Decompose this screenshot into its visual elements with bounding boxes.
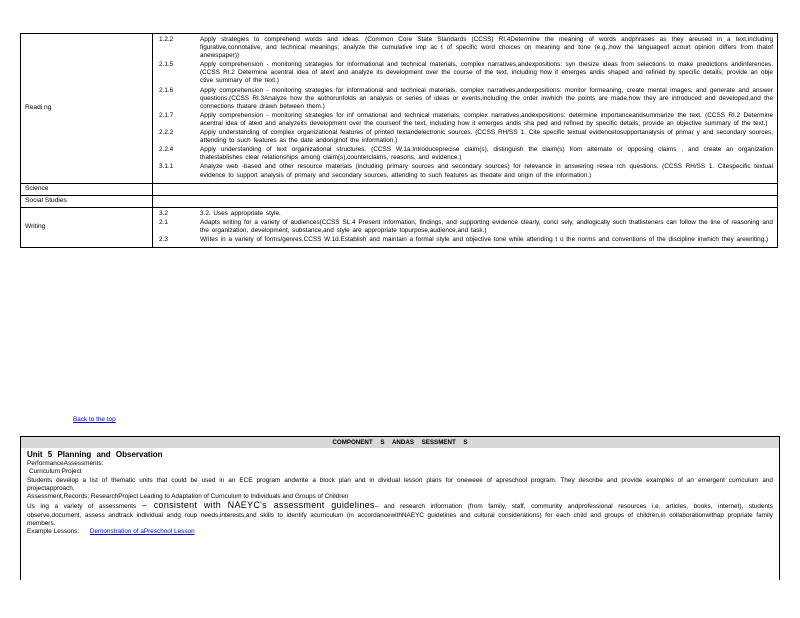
standard-code: 1.2.2 (159, 36, 174, 43)
social-studies-row (21, 195, 778, 207)
standard-code: 2.1.6 (159, 86, 174, 94)
social-studies-cell (153, 195, 778, 207)
standard-text: Adapts writing for a variety of audiences(CCSS SL.4 Present information, findings, and supporting evidence clearly, conci sely, andlogically such thatlisteners can follow the line of reasoning and the organization, development, substance,and style are appropriate topurpose,audience,and task.) (200, 218, 773, 234)
standard-code: 3.2 (159, 209, 168, 217)
curriculum-paragraph: Students develop a list of thematic units that could be used in an ECE program andwrite a block plan and in dividual lesson plans for oneweek of apreschool program. They describe and provide examples of an emergent curriculum and projectapproach. (27, 476, 773, 492)
unit-title: Unit 5 Planning and Observation (27, 450, 163, 459)
standard-text: Apply comprehension - monitoring strategies for informational and technical materials, complex narratives,andexpositions: syn thesize ideas from selections to make predictions andinferences. (CCSS RI.2 Determine acentral idea of atext and analyze its development over the course of the text, including how it emerges andis shaped and refined by specific details; provide an obje ctive summary of the text.) (200, 61, 773, 85)
standard-text: 3.2. Uses appropriate style. (200, 209, 281, 217)
assessment-paragraph (27, 501, 773, 528)
standard-code: 2.2.4 (159, 146, 174, 154)
standard-item (159, 219, 773, 235)
standard-text: Analyze web -based and other resource materials (including primary sources and secondary sources) for relevance in answering resea rch questions. (CCSS RH/SS 1. Citespecific textual evidence to support analysis of primary and secondary sources, attending to such features as thedate and origin of the information.) (200, 163, 773, 179)
standard-item (159, 163, 773, 179)
standard-code: 2.1.5 (159, 61, 174, 69)
standards-table (20, 33, 778, 248)
standard-item (159, 87, 773, 111)
standard-item (159, 112, 773, 128)
example-lessons (27, 528, 773, 536)
science-cell (153, 183, 778, 195)
standard-text: Writes in a variety of forms/genres.CCSS W.1d.Establish and maintain a formal style and objective tone while attending t o the norms and conventions of the discipline inwhich they arewriting.) (200, 235, 769, 243)
back-to-top-link[interactable]: Back to the top (73, 416, 116, 423)
example-lessons-label: Example Lessons: (27, 528, 80, 536)
writing-label: Writing (21, 207, 153, 247)
components-header: COMPONENT S ANDAS SESSMENT S (21, 437, 779, 448)
standard-text: Apply comprehension - monitoring strategies for inf ormational and technical materials, complex narratives,andexpositions: determine importanceandsummarize the text. (CCSS RI.2 Determine acentral idea of atext and analyzeits development over the courseof the text, including how it emerges andis sha ped and refined by specific details; provide an objective summary of the text.) (200, 111, 773, 127)
example-lesson-link[interactable]: Demonstration of aPreschool Lesson (89, 528, 195, 536)
standard-code: 2.2.2 (159, 129, 174, 137)
standard-code: 3.1.1 (159, 163, 174, 171)
standard-code: 2.1 (159, 218, 168, 226)
standard-text: Apply strategies to comprehend words and ideas. (Common Core State Standards (CCSS) RI.4Determine the meaning of words andphrases as they areused in a text,including figurative,connotative, and technical meanings; analyze the cumulative imp ac t of specific word choices on meaning and tone (e.g.,how the languageof acourt opinion differs from thatof anewspaper)) (200, 36, 773, 60)
standard-item (159, 236, 773, 244)
naeyc-phrase: – consistent with NAEYC's assessment guidelines (141, 500, 375, 511)
assessment-paragraph-rest: – and research information (from family, staff, community andprofessional resources i.e. articles, books, internet), students observe,document, assess andtrack individual andg roup needs,interests,and skills to identify acurriculum (in accordancewithNAEYC guidelines and cultural considerations) for each child and groups of children,in collaborationwithap propriate family members. (27, 503, 773, 528)
standard-text: Apply understanding of complex organizational features of printed textandelectronic sources. (CCSS RH/SS 1. Cite specific textual evidencetosupportanalysis of primar y and secondary sources, attending to such features as the date andoriginof the information.) (200, 129, 773, 145)
standard-text: Apply comprehension - monitoring strategies for informational and technical materials, complex narratives,andexpositions: monitor formeaning, create mental images, and generate and answer questions.(CCSS RI.3Analyze how the authorunfolds an analysis or series of ideas or events,including the order inwhich the points are made,how they are introduced and developed,and the connections thatare drawn between them.) (200, 86, 773, 110)
reading-row (21, 34, 778, 184)
standard-code: 2.3 (159, 235, 168, 243)
reading-standards (153, 34, 778, 184)
standard-item (159, 36, 773, 60)
assessment-paragraph-start: Us ing a variety of assessments (27, 503, 137, 511)
science-label: Science (21, 183, 153, 195)
components-body (21, 448, 779, 539)
standards-document (20, 33, 778, 248)
standard-item (159, 61, 773, 85)
assessment-line: Assessment,Records; ResearchProject Leading to Adaptation of Curriculum to Individuals and Groups of Children (27, 493, 349, 501)
standard-item (159, 129, 773, 145)
writing-row (21, 207, 778, 247)
science-row (21, 183, 778, 195)
curriculum-project-label: Curriculum Project (29, 468, 82, 476)
social-studies-label: Social Studies (21, 195, 153, 207)
standard-code: 2.1.7 (159, 111, 174, 119)
writing-standards (153, 207, 778, 247)
standard-item (159, 210, 773, 218)
standard-item (159, 146, 773, 162)
components-section (20, 436, 780, 580)
performance-label: PerformanceAssessments: (27, 460, 104, 467)
standard-text: Apply understanding of text organizational structures. (CCSS W.1a.Introduceprecise claim(s), distinguish the claim(s) from alternate or opposing claims , and create an organization thatestablishes clear relationships among claim(s),counterclaims, reasons, and evidence.) (200, 146, 773, 162)
reading-label: Readi ng (21, 34, 153, 184)
